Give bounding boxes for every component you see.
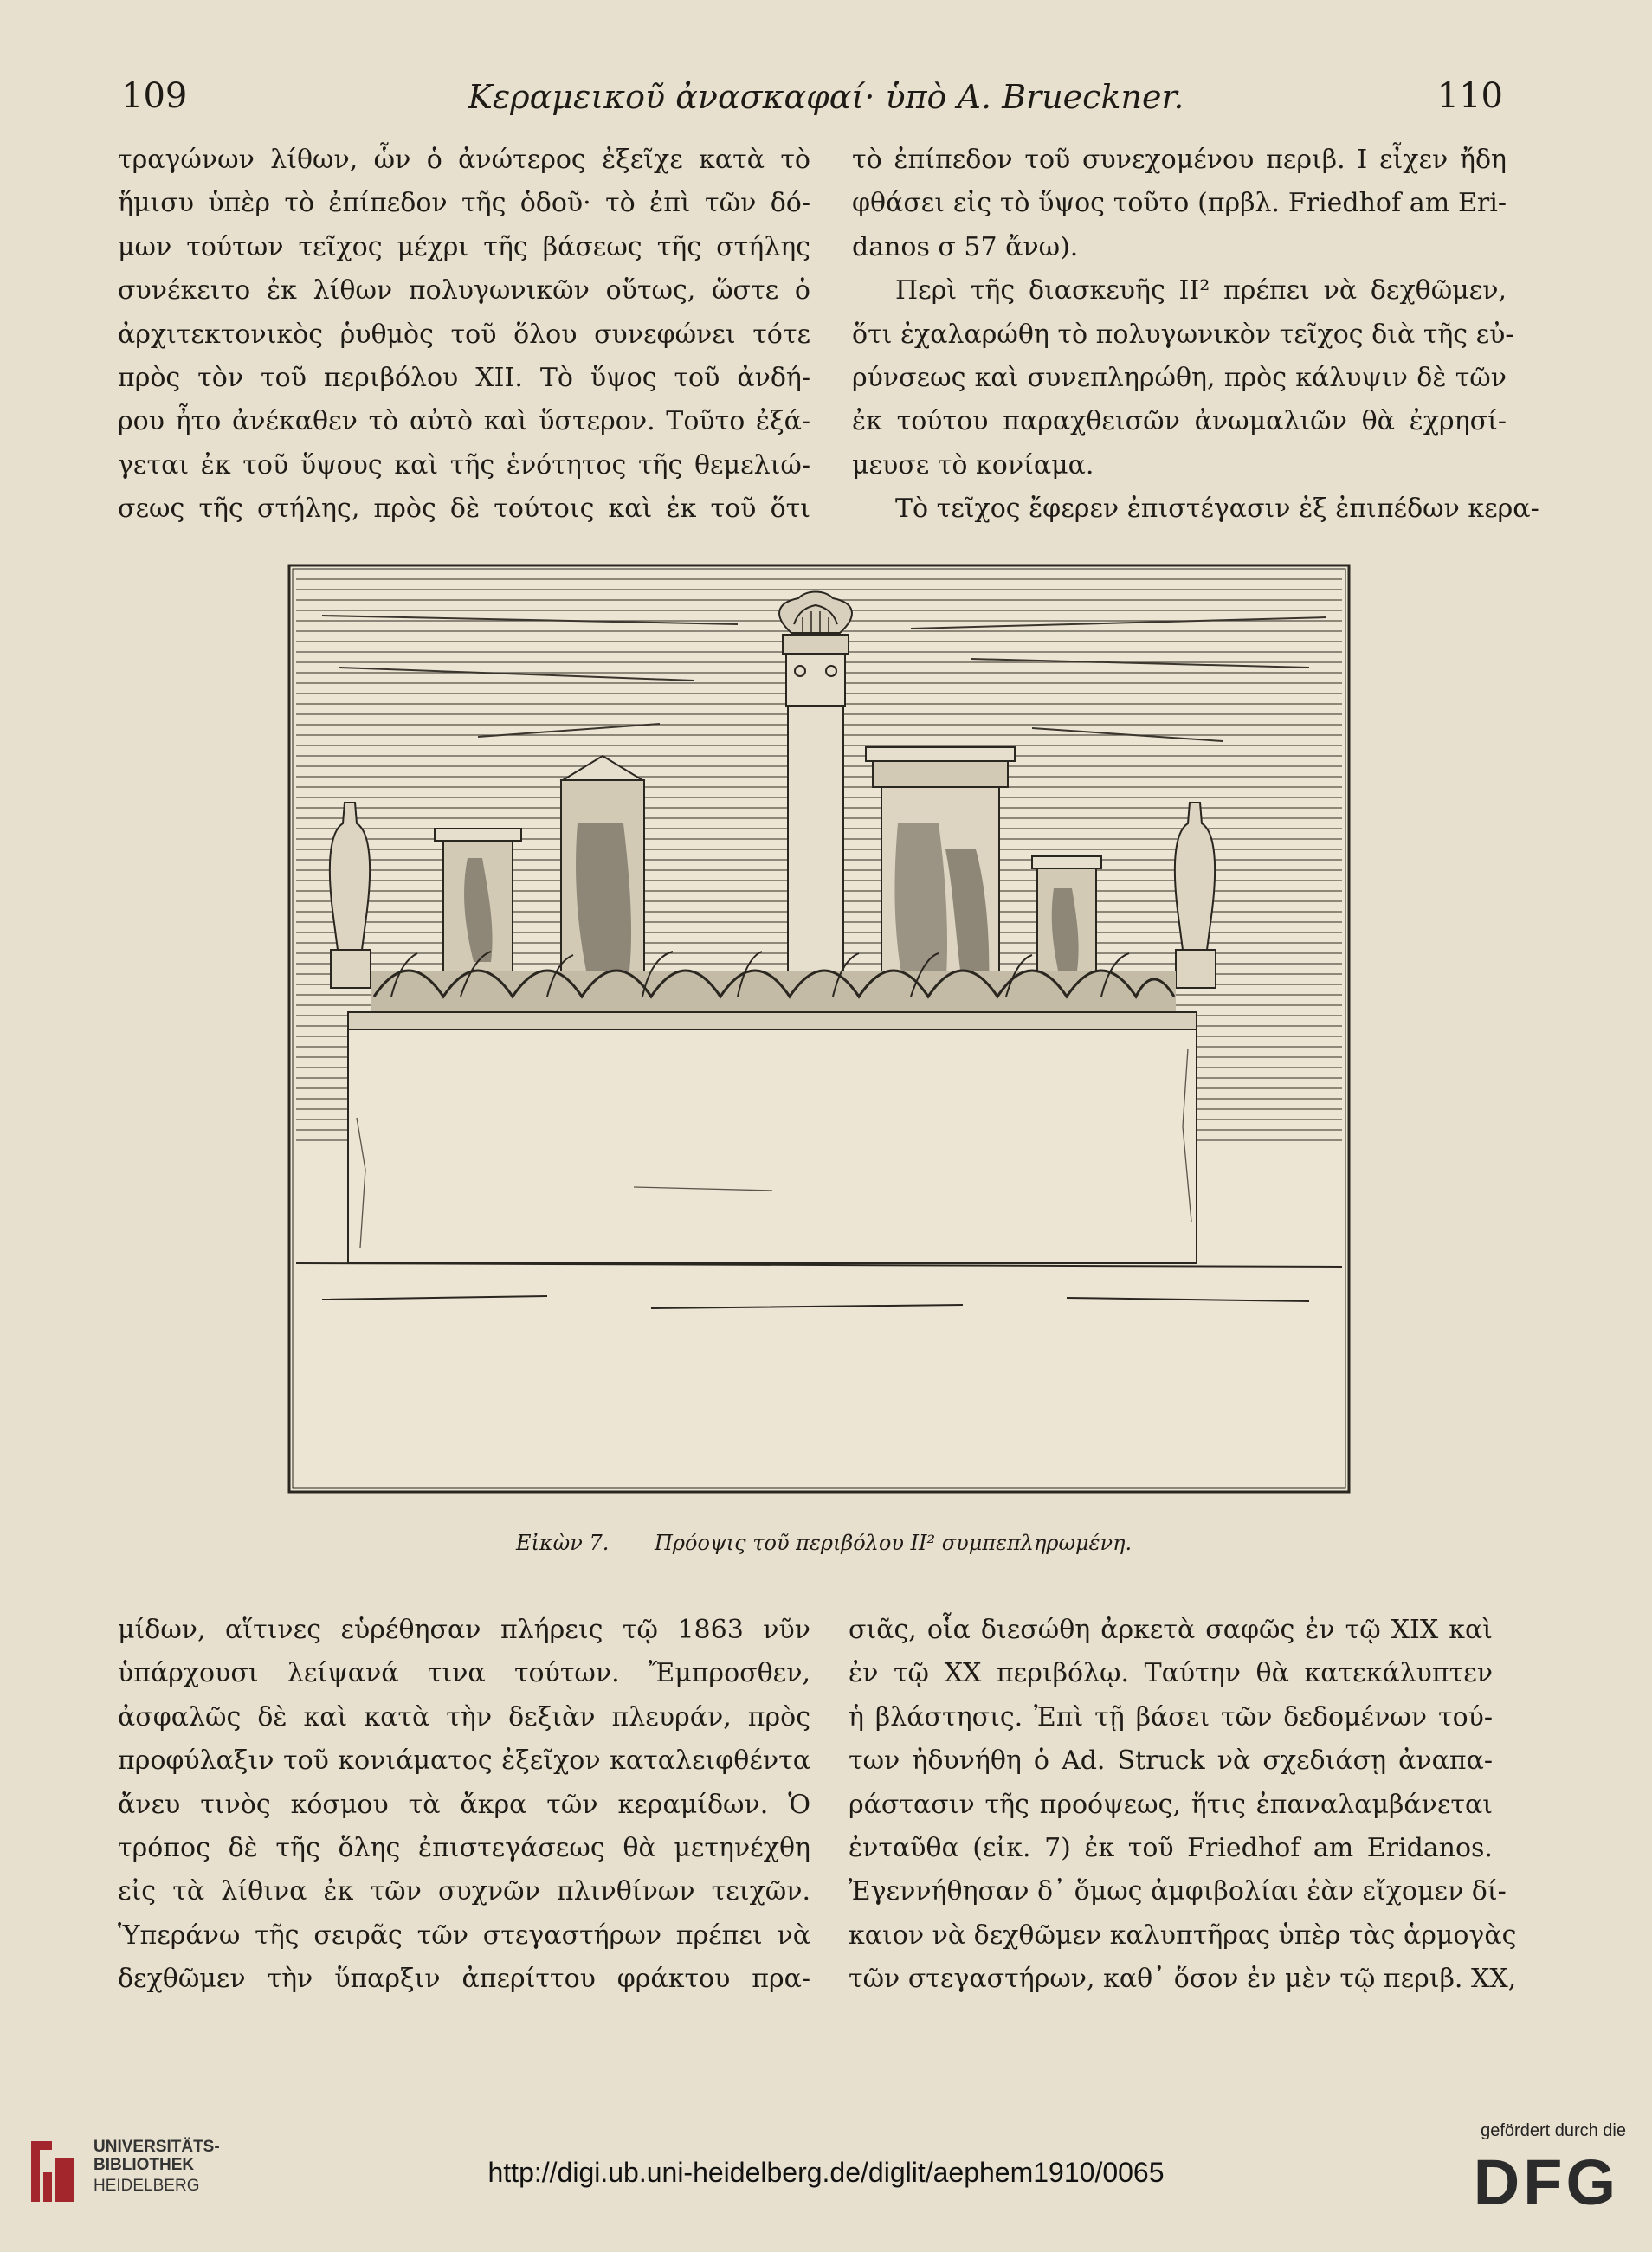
text-line: τὸ ἐπίπεδον τοῦ συνεχομένου περιβ. I εἶχεν ἤδη <box>852 145 1507 175</box>
running-header <box>0 76 1652 128</box>
running-title: Κεραμεικοῦ ἀνασκαφαί· ὑπὸ Α. Brueckner. <box>468 78 1184 116</box>
text-column-bottom-right <box>849 1609 1517 2002</box>
text-line: Τὸ τεῖχος ἔφερεν ἐπιστέγασιν ἐξ ἐπιπέδων κερα- <box>895 494 1539 525</box>
page-number-right: 110 <box>1436 76 1503 116</box>
text-line: μων τούτων τεῖχος μέχρι τῆς βάσεως τῆς στήλης <box>118 231 810 262</box>
text-line: ρύνσεως καὶ συνεπληρώθη, πρὸς κάλυψιν δὲ τῶν <box>852 363 1507 394</box>
text-line: σιᾶς, οἷα διεσώθη ἀρκετὰ σαφῶς ἐν τῷ XIX καὶ <box>849 1615 1493 1645</box>
text-line: φθάσει εἰς τὸ ὕψος τοῦτο (πρβλ. Friedhof am Eri- <box>852 188 1507 219</box>
text-column-top-right <box>852 139 1539 532</box>
text-line: danos σ 57 ἄνω). <box>852 231 1079 262</box>
text-line: μευσε τὸ κονίαμα. <box>852 449 1094 481</box>
relief-naiskos-left <box>435 829 521 971</box>
text-line: Ὑπεράνω τῆς σειρᾶς τῶν στεγαστήρων πρέπει νὰ <box>118 1920 810 1951</box>
text-line: προφύλαξιν τοῦ κονιάματος ἐξεῖχον καταλειφθέντα <box>118 1745 810 1777</box>
text-line: συνέκειτο ἐκ λίθων πολυγωνικῶν οὕτως, ὥστε ὁ <box>118 275 810 307</box>
library-city: HEIDELBERG <box>94 2177 200 2195</box>
text-column-top-left <box>118 139 810 532</box>
text-line: Ἐγεννήθησαν δ᾽ ὅμως ἀμφιβολίαι ἐὰν εἴχομεν δί- <box>849 1876 1507 1907</box>
text-column-bottom-left <box>118 1609 810 2002</box>
text-line: των ἠδυνήθη ὁ Ad. Struck νὰ σχεδιάσῃ ἀναπα- <box>849 1745 1493 1777</box>
text-line: ἄνευ τινὸς κόσμου τὰ ἄκρα τῶν κεραμίδων. Ὁ <box>118 1789 810 1820</box>
enclosure-wall <box>348 1029 1197 1263</box>
text-line: ράστασιν τῆς προόψεως, ἥτις ἐπαναλαμβάνεται <box>849 1789 1493 1820</box>
text-line: ἐνταῦθα (εἰκ. 7) ἐκ τοῦ Friedhof am Eridanos. <box>849 1833 1493 1864</box>
text-line: ὅτι ἐχαλαρώθη τὸ πολυγωνικὸν τεῖχος διὰ τῆς εὐ- <box>852 319 1514 350</box>
text-line: γεται ἐκ τοῦ ὕψους καὶ τῆς ἑνότητος τῆς θεμελιώ- <box>118 449 810 481</box>
text-line: τραγώνων λίθων, ὧν ὁ ἀνώτερος ἐξεῖχε κατὰ τὸ <box>118 145 810 175</box>
relief-naiskos-small-right <box>1032 856 1101 977</box>
text-line: ρου ἦτο ἀνέκαθεν τὸ αὐτὸ καὶ ὕστερον. Τοῦτο ἐξά- <box>118 406 810 437</box>
text-line: ἀσφαλῶς δὲ καὶ κατὰ τὴν δεξιὰν πλευράν, πρὸς <box>118 1701 810 1733</box>
text-line: μίδων, αἵτινες εὑρέθησαν πλήρεις τῷ 1863 νῦν <box>118 1615 810 1645</box>
enclosure-elevation-drawing <box>287 564 1351 1494</box>
text-line: σεως τῆς στήλης, πρὸς δὲ τούτοις καὶ ἐκ τοῦ ὅτι <box>118 494 810 525</box>
text-line: Περὶ τῆς διασκευῆς II² πρέπει νὰ δεχθῶμεν, <box>895 275 1507 307</box>
figure-label: Εἰκὼν 7. <box>516 1531 610 1555</box>
text-line: δεχθῶμεν τὴν ὕπαρξιν ἀπερίττου φράκτου πρα- <box>118 1964 810 1995</box>
text-line: πρὸς τὸν τοῦ περιβόλου XII. Τὸ ὕψος τοῦ ἀνδή- <box>118 363 810 394</box>
figure-title: Πρόοψις τοῦ περιβόλου II² συμπεπληρωμένη. <box>655 1531 1133 1555</box>
text-line: τρόπος δὲ τῆς ὅλης ἐπιστεγάσεως θὰ μετηνέχθη <box>118 1833 810 1864</box>
funding-note: gefördert durch die <box>1481 2121 1626 2140</box>
page-number-left: 109 <box>121 76 188 116</box>
wall-coping <box>348 1012 1197 1029</box>
source-url-link[interactable]: http://digi.ub.uni-heidelberg.de/diglit/aephem1910/0065 <box>487 2157 1165 2188</box>
text-line: καιον νὰ δεχθῶμεν καλυπτῆρας ὑπὲρ τὰς ἁρμογὰς <box>849 1920 1517 1951</box>
dfg-logo: DFG <box>1473 2146 1619 2218</box>
relief-naiskos-right <box>866 747 1015 995</box>
text-line: ἐκ τούτου παραχθεισῶν ἀνωμαλιῶν θὰ ἐχρησί- <box>852 406 1507 437</box>
text-line: ἥμισυ ὑπὲρ τὸ ἐπίπεδον τῆς ὁδοῦ· τὸ ἐπὶ τῶν δό- <box>118 188 810 219</box>
relief-stele-left <box>561 756 644 979</box>
text-line: ἀρχιτεκτονικὸς ῥυθμὸς τοῦ ὅλου συνεφώνει τότε <box>118 319 810 350</box>
text-line: τῶν στεγαστήρων, καθ᾽ ὅσον ἐν μὲν τῷ περιβ. XX, <box>849 1964 1517 1995</box>
text-line: ὑπάρχουσι λείψανά τινα τούτων. Ἔμπροσθεν, <box>118 1658 810 1689</box>
library-name: UNIVERSITÄTS- BIBLIOTHEK <box>94 2138 220 2174</box>
text-line: εἰς τὰ λίθινα ἐκ τῶν συχνῶν πλινθίνων τειχῶν. <box>118 1876 810 1907</box>
text-line: ἐν τῷ XX περιβόλῳ. Ταύτην θὰ κατεκάλυπτεν <box>849 1658 1493 1689</box>
text-line: ἡ βλάστησις. Ἐπὶ τῇ βάσει τῶν δεδομένων τού- <box>849 1701 1493 1733</box>
figure-engraving <box>287 564 1351 1494</box>
